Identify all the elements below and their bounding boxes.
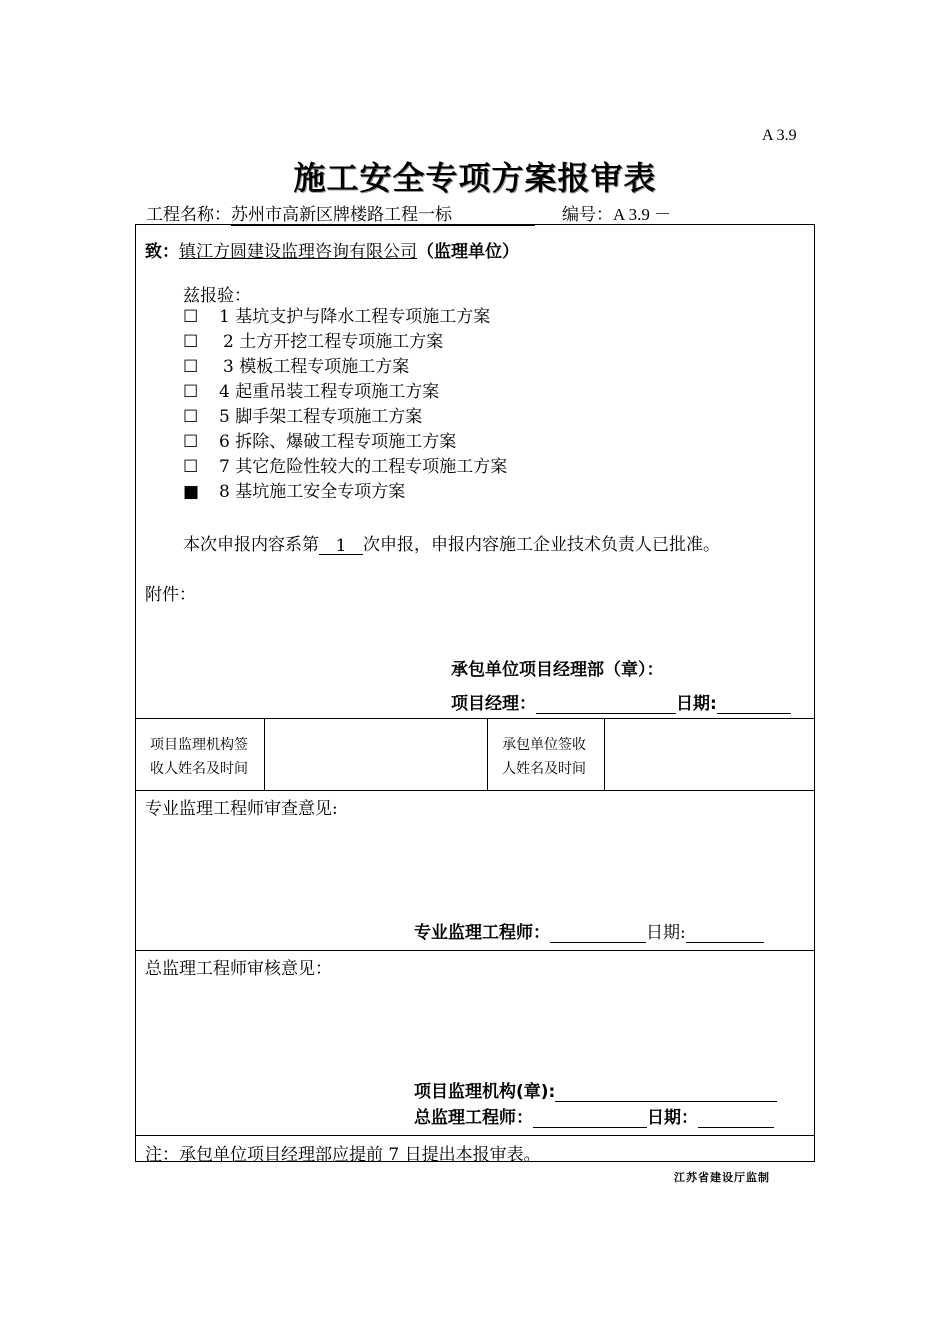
- checkbox-icon[interactable]: ☐: [183, 457, 199, 477]
- checklist-label: 7 其它危险性较大的工程专项施工方案: [219, 457, 508, 477]
- divider-col2: [487, 718, 488, 790]
- project-line: [146, 200, 535, 226]
- checkbox-icon[interactable]: ☐: [183, 432, 199, 452]
- chief-engineer-field[interactable]: [533, 1109, 647, 1128]
- footer-issuer: 江苏省建设厅监制: [674, 1171, 770, 1184]
- checklist-label: 1 基坑支护与降水工程专项施工方案: [219, 307, 491, 327]
- manager-label: 项目经理：: [451, 694, 536, 714]
- review-date-label: 日期:: [646, 923, 686, 943]
- chief-review-label: 总监理工程师审核意见：: [145, 959, 332, 979]
- chief-engineer-label: 总监理工程师：: [414, 1108, 533, 1128]
- divider-sign-row-bottom: [135, 790, 815, 791]
- checklist-item[interactable]: [183, 405, 507, 430]
- contractor-receiver-line2: 人姓名及时间: [502, 761, 586, 777]
- chief-sign-line: [414, 1103, 774, 1128]
- manager-date-field[interactable]: [717, 695, 791, 714]
- chief-date-field[interactable]: [698, 1109, 774, 1128]
- manager-date-label: 日期:: [676, 694, 717, 714]
- contractor-receiver-label: [502, 733, 586, 781]
- manager-line: [451, 689, 791, 714]
- chief-org-field[interactable]: [555, 1083, 777, 1102]
- to-company: 镇江方圆建设监理咨询有限公司: [179, 242, 417, 262]
- checklist-label: 6 拆除、爆破工程专项施工方案: [219, 432, 457, 452]
- checklist-item[interactable]: [183, 380, 507, 405]
- contractor-receiver-line1: 承包单位签收: [502, 737, 586, 753]
- checklist-label: 2 土方开挖工程专项施工方案: [223, 332, 444, 352]
- checklist-item[interactable]: [183, 430, 507, 455]
- number-line: [562, 200, 755, 225]
- review-date-field[interactable]: [686, 924, 764, 943]
- checklist-label: 8 基坑施工安全专项方案: [219, 482, 406, 502]
- to-label: 致：: [145, 242, 179, 262]
- contractor-dept-label: 承包单位项目经理部（章）：: [451, 660, 664, 680]
- contractor-receiver-field[interactable]: [605, 719, 814, 789]
- review-engineer-label: 专业监理工程师：: [414, 923, 550, 943]
- checklist-label: 5 脚手架工程专项施工方案: [219, 407, 423, 427]
- number-value: A 3.9 －: [613, 205, 672, 224]
- supervision-receiver-label: [150, 733, 248, 781]
- project-name: 苏州市高新区牌楼路工程一标: [231, 200, 535, 226]
- checkbox-icon[interactable]: ☐: [183, 407, 199, 427]
- supervision-receiver-field[interactable]: [265, 719, 486, 789]
- number-label: 编号：: [562, 205, 613, 225]
- review-sign-line: [414, 918, 764, 943]
- submission-prefix: 本次申报内容系第: [183, 535, 319, 555]
- chief-org-label: 项目监理机构(章):: [414, 1082, 556, 1102]
- page-title: 施工安全专项方案报审表: [293, 159, 657, 197]
- checkbox-icon[interactable]: ☐: [183, 382, 199, 402]
- submission-suffix: 次申报，申报内容施工企业技术负责人已批准。: [363, 535, 720, 555]
- to-line: [145, 237, 519, 262]
- supervision-receiver-line1: 项目监理机构签: [150, 737, 248, 753]
- chief-org-line: [414, 1077, 777, 1102]
- manager-signature-field[interactable]: [536, 695, 676, 714]
- checklist-label: 3 模板工程专项施工方案: [223, 357, 410, 377]
- divider-chief-bottom: [135, 1135, 815, 1136]
- chief-date-label: 日期：: [647, 1108, 698, 1128]
- checklist-item[interactable]: [183, 330, 507, 355]
- checklist-item[interactable]: [183, 480, 507, 505]
- submission-count[interactable]: 1: [319, 536, 363, 555]
- intro-text: 兹报验：: [183, 286, 251, 306]
- number-underline: [719, 208, 755, 225]
- review-label: 专业监理工程师审查意见:: [145, 799, 338, 819]
- number-blank: [671, 208, 719, 225]
- checkbox-icon[interactable]: ☐: [183, 332, 199, 352]
- form-code-top: A 3.9: [762, 127, 797, 144]
- attachment-label: 附件：: [145, 585, 196, 605]
- note-text: 注：承包单位项目经理部应提前 7 日提出本报审表。: [145, 1145, 541, 1165]
- review-engineer-field[interactable]: [550, 924, 646, 943]
- checklist-label: 4 起重吊装工程专项施工方案: [219, 382, 440, 402]
- checkbox-icon[interactable]: ■: [183, 482, 200, 502]
- supervision-receiver-line2: 收人姓名及时间: [150, 761, 248, 777]
- checklist: [183, 305, 507, 505]
- checklist-item[interactable]: [183, 455, 507, 480]
- checkbox-icon[interactable]: ☐: [183, 307, 199, 327]
- project-label: 工程名称：: [146, 205, 231, 225]
- submission-line: [183, 530, 720, 555]
- checklist-item[interactable]: [183, 355, 507, 380]
- to-role: （监理单位）: [417, 242, 519, 262]
- checklist-item[interactable]: [183, 305, 507, 330]
- divider-review-bottom: [135, 950, 815, 951]
- checkbox-icon[interactable]: ☐: [183, 357, 199, 377]
